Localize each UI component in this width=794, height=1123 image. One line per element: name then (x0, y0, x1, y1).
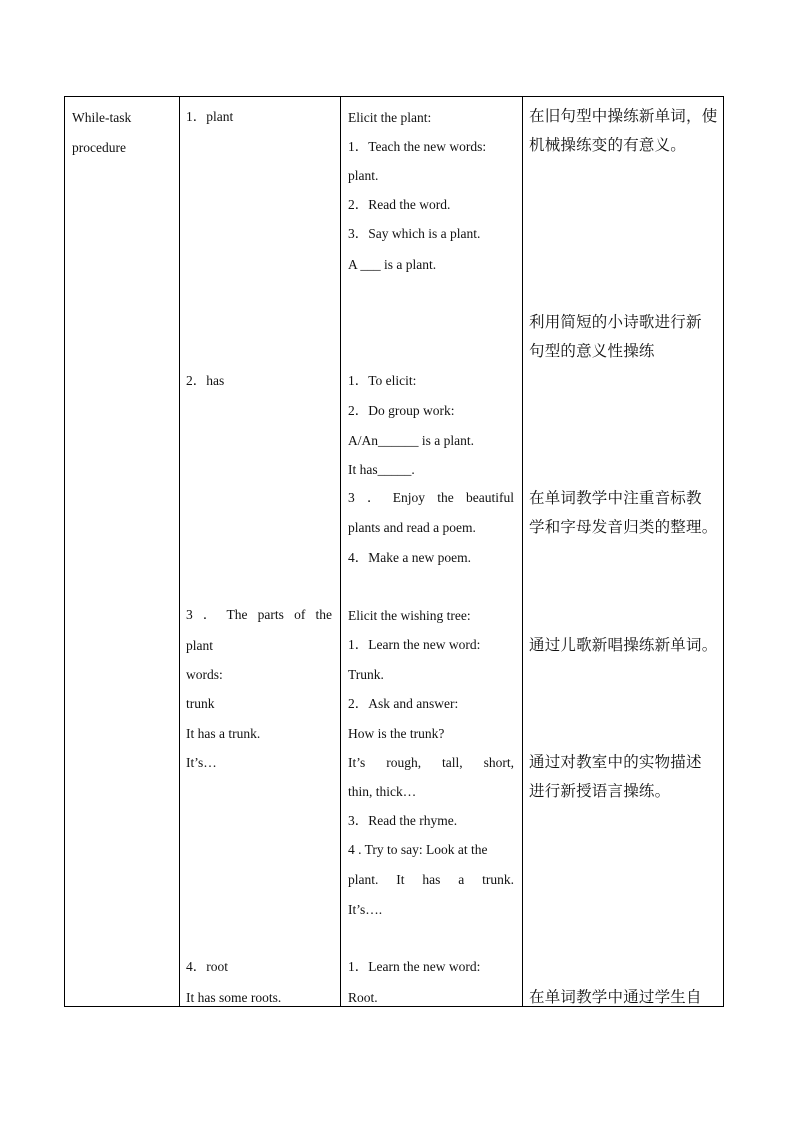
activity-line: plant. (348, 168, 379, 183)
activity-line (348, 754, 514, 772)
activity-line: Trunk. (348, 667, 384, 682)
content-root-line2: It has some roots. (186, 990, 282, 1005)
content-parts-line4: trunk (186, 696, 215, 711)
activity-line: Elicit the wishing tree: (348, 608, 471, 623)
content-plant: 1．plant (186, 109, 234, 124)
activity-line: 2．Ask and answer: (348, 696, 459, 711)
stage-label-line2: procedure (72, 140, 126, 155)
activity-line: plants and read a poem. (348, 520, 476, 535)
content-parts-line5: It has a trunk. (186, 726, 261, 741)
activity-line: 1．Learn the new word: (348, 637, 481, 652)
activity-line: 1．To elicit: (348, 373, 417, 388)
purpose-note: 在单词教学中注重音标教 (529, 489, 702, 507)
content-cell (179, 97, 340, 1006)
purpose-note: 利用简短的小诗歌进行新 (529, 313, 702, 331)
activity-cell (340, 97, 522, 1006)
purpose-note: 学和字母发音归类的整理。 (529, 518, 718, 536)
activity-line: 4 . Try to say: Look at the (348, 842, 488, 857)
word: trunk. (482, 872, 514, 887)
activity-line (348, 489, 514, 507)
word: rough, (386, 755, 422, 770)
word: The (226, 607, 248, 622)
word: the (315, 607, 332, 622)
activity-line: It’s…. (348, 902, 383, 917)
activity-line: thin, thick… (348, 784, 417, 799)
activity-line: 2．Do group work: (348, 403, 455, 418)
word: short, (483, 755, 514, 770)
word: ． (202, 607, 217, 622)
word: It (396, 872, 405, 887)
word: beautiful (466, 490, 514, 505)
activity-line: 3．Read the rhyme. (348, 813, 458, 828)
lesson-plan-table (64, 96, 724, 1007)
word: has (422, 872, 441, 887)
word: of (294, 607, 306, 622)
content-parts-line1 (186, 606, 332, 624)
word: It’s (348, 755, 366, 770)
activity-line: 1．Teach the new words: (348, 139, 487, 154)
purpose-note: 句型的意义性操练 (529, 342, 655, 360)
activity-line: A/An______ is a plant. (348, 433, 474, 448)
stage-label-line1: While-task (72, 110, 132, 125)
word: parts (257, 607, 284, 622)
content-root: 4．root (186, 959, 228, 974)
word: 3 (348, 490, 355, 505)
word: Enjoy (392, 490, 425, 505)
content-has: 2．has (186, 373, 225, 388)
purpose-note: 通过儿歌新唱操练新单词。 (529, 636, 718, 654)
word: plant. (348, 872, 379, 887)
purpose-note: 在单词教学中通过学生自 (529, 988, 702, 1006)
activity-line (348, 871, 514, 889)
word: 3 (186, 607, 193, 622)
activity-line: A ___ is a plant. (348, 257, 437, 272)
purpose-note: 通过对教室中的实物描述 (529, 753, 702, 771)
purpose-note: 在旧句型中操练新单词，使 (529, 107, 718, 125)
word: ． (367, 490, 381, 505)
activity-line: It has_____. (348, 462, 415, 477)
activity-line: Root. (348, 990, 378, 1005)
activity-line: 4．Make a new poem. (348, 550, 471, 565)
content-parts-line6: It’s… (186, 755, 217, 770)
purpose-note: 机械操练变的有意义。 (529, 136, 687, 154)
activity-line: Elicit the plant: (348, 110, 432, 125)
activity-line: 2．Read the word. (348, 197, 451, 212)
purpose-cell (522, 97, 725, 1006)
word: the (437, 490, 454, 505)
activity-line: 1．Learn the new word: (348, 959, 481, 974)
purpose-note: 进行新授语言操练。 (529, 782, 671, 800)
activity-line: How is the trunk? (348, 726, 445, 741)
activity-line: 3．Say which is a plant. (348, 226, 481, 241)
stage-cell (65, 97, 179, 1006)
content-parts-line2: plant (186, 638, 213, 653)
content-parts-line3: words: (186, 667, 223, 682)
word: a (458, 872, 465, 887)
word: tall, (442, 755, 463, 770)
